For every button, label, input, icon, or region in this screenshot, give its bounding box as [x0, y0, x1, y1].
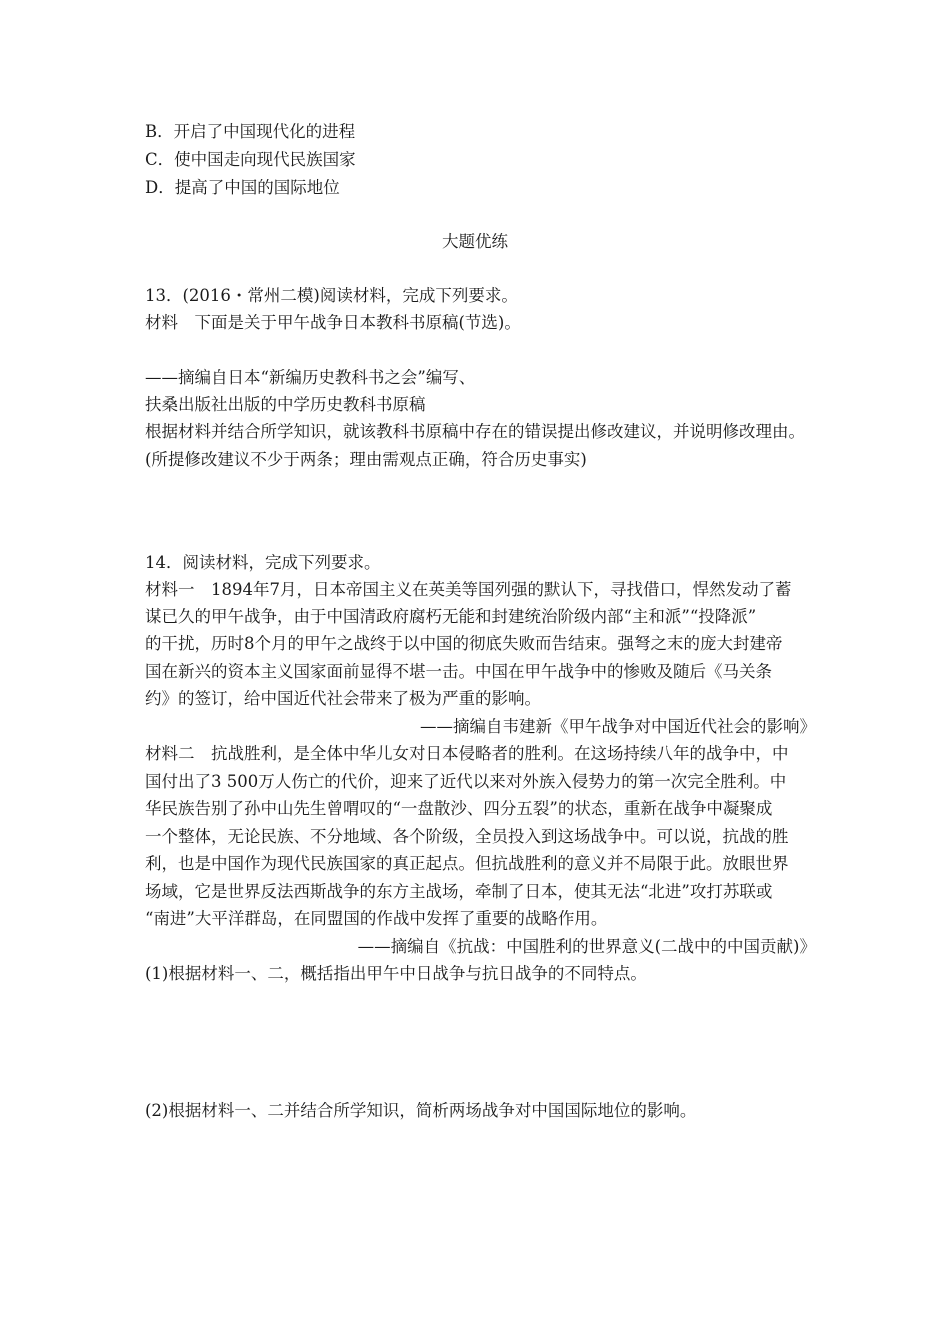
q14-material1-line: 国在新兴的资本主义国家面前显得不堪一击。中国在甲午战争中的惨败及随后《马关条: [145, 662, 772, 681]
q13-header: 13．(2016・常州二模)阅读材料，完成下列要求。: [145, 286, 518, 305]
q14-material2-line: 华民族告别了孙中山先生曾喟叹的“一盘散沙、四分五裂”的状态，重新在战争中凝聚成: [145, 799, 773, 818]
q14-material1-line: 约》的签订，给中国近代社会带来了极为严重的影响。: [145, 689, 541, 708]
q14-material2-line: 利，也是中国作为现代民族国家的真正起点。但抗战胜利的意义并不局限于此。放眼世界: [145, 854, 789, 873]
option-d: D．提高了中国的国际地位: [145, 178, 340, 197]
q14-material1-source: ——摘编自韦建新《甲午战争对中国近代社会的影响》: [420, 717, 816, 736]
q14-subquestion-1: (1)根据材料一、二，概括指出甲午中日战争与抗日战争的不同特点。: [145, 964, 647, 983]
q14-header: 14．阅读材料，完成下列要求。: [145, 553, 381, 572]
q14-material1-line: 的干扰，历时8个月的甲午之战终于以中国的彻底失败而告结束。强弩之末的庞大封建帝: [145, 634, 783, 653]
q13-source-line2: 扶桑出版社出版的中学历史教科书原稿: [145, 395, 426, 414]
q14-material2-line: “南进”大平洋群岛，在同盟国的作战中发挥了重要的战略作用。: [145, 909, 608, 928]
q14-subquestion-2: (2)根据材料一、二并结合所学知识，简析两场战争对中国国际地位的影响。: [145, 1101, 697, 1120]
option-c: C．使中国走向现代民族国家: [145, 150, 356, 169]
q14-material1-line: 材料一 1894年7月，日本帝国主义在英美等国列强的默认下，寻找借口，悍然发动了蓄: [145, 580, 792, 599]
option-b: B．开启了中国现代化的进程: [145, 122, 356, 141]
q14-material2-line: 国付出了3 500万人伤亡的代价，迎来了近代以来对外族入侵势力的第一次完全胜利。中: [145, 772, 787, 791]
q14-material2-line: 一个整体，无论民族、不分地域、各个阶级，全员投入到这场战争中。可以说，抗战的胜: [145, 827, 789, 846]
q14-material2-line: 场域，它是世界反法西斯战争的东方主战场，牵制了日本，使其无法“北进”攻打苏联或: [145, 882, 773, 901]
q13-material: 材料 下面是关于甲午战争日本教科书原稿(节选)。: [145, 313, 521, 332]
section-title: 大题优练: [442, 232, 508, 251]
q13-source-line1: ——摘编自日本“新编历史教科书之会”编写、: [145, 368, 476, 387]
q14-material2-line: 材料二 抗战胜利，是全体中华儿女对日本侵略者的胜利。在这场持续八年的战争中，中: [145, 744, 789, 763]
q14-material2-source: ——摘编自《抗战：中国胜利的世界意义(二战中的中国贡献)》: [357, 937, 816, 956]
q13-task: 根据材料并结合所学知识，就该教科书原稿中存在的错误提出修改建议，并说明修改理由。: [145, 422, 805, 441]
q13-note: (所提修改建议不少于两条；理由需观点正确，符合历史事实): [145, 450, 587, 469]
q14-material1-line: 谋已久的甲午战争，由于中国清政府腐朽无能和封建统治阶级内部“主和派”“投降派”: [145, 607, 757, 626]
